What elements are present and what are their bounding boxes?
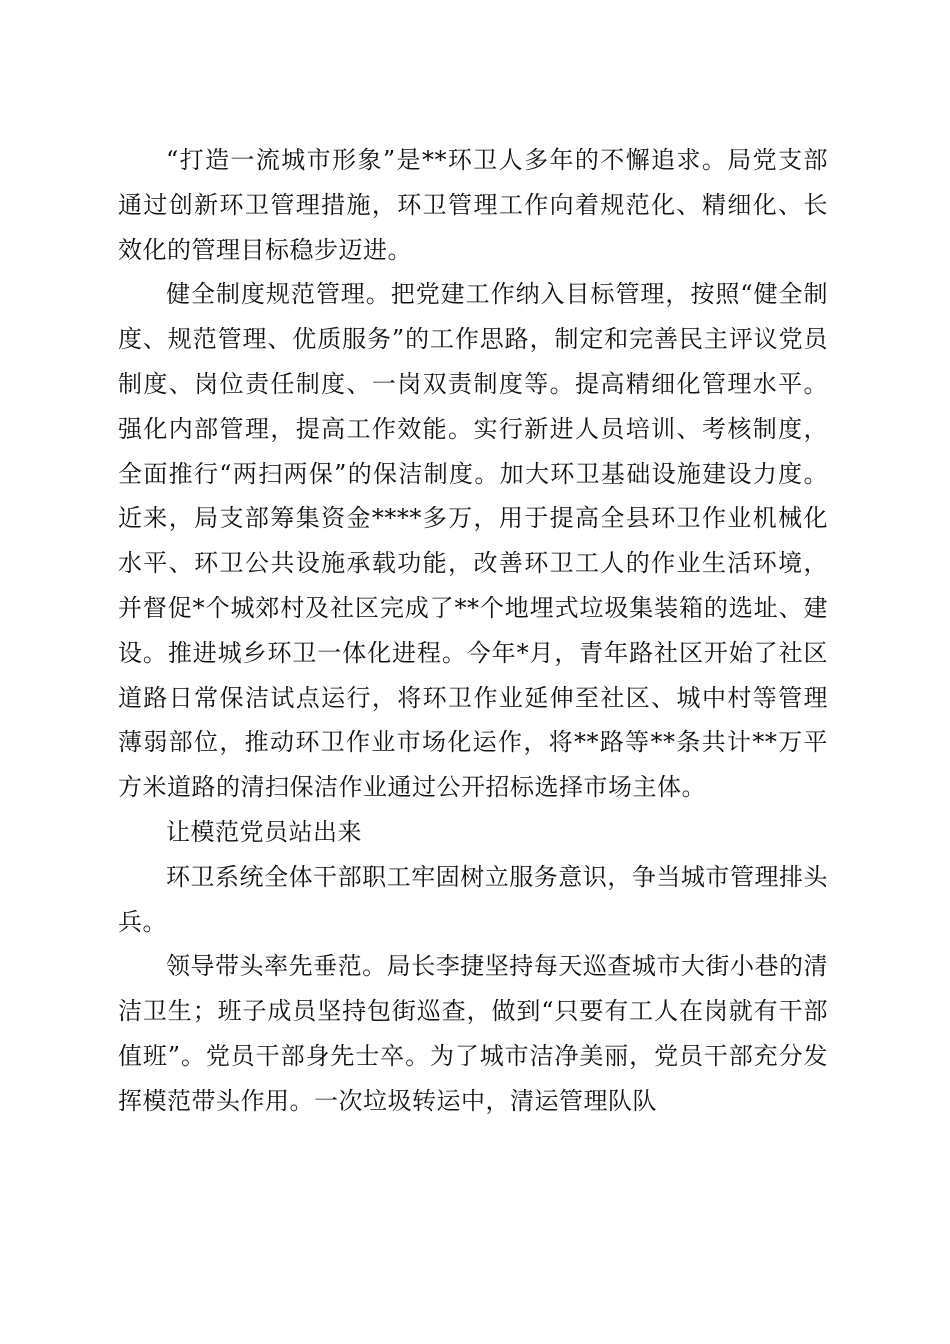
paragraph-system-management: 健全制度规范管理。把党建工作纳入目标管理，按照“健全制度、规范管理、优质服务”的工作思路，制定和完善民主评议党员制度、岗位责任制度、一岗双责制度等。提高精细化管理水平。强化内部管理，提高工作效能。实行新进人员培训、考核制度，全面推行“两扫两保”的保洁制度。加大环卫基础设施建设力度。近来，局支部筹集资金****多万，用于提高全县环卫作业机械化水平、环卫公共设施承载功能，改善环卫工人的作业生活环境，并督促*个城郊村及社区完成了**个地埋式垃圾集装箱的选址、建设。推进城乡环卫一体化进程。今年*月，青年路社区开始了社区道路日常保洁试点运行，将环卫作业延伸至社区、城中村等管理薄弱部位，推动环卫作业市场化运作，将**路等**条共计**万平方米道路的清扫保洁作业通过公开招标选择市场主体。 (118, 280, 828, 802)
paragraph-leadership: 领导带头率先垂范。局长李捷坚持每天巡查城市大街小巷的清洁卫生；班子成员坚持包街巡查，做到“只要有工人在岗就有干部值班”。党员干部身先士卒。为了城市洁净美丽，党员干部充分发挥模范带头作用。一次垃圾转运中，清运管理队队 (118, 952, 828, 1115)
section-heading: 让模范党员站出来 (166, 817, 362, 846)
paragraph-service-awareness: 环卫系统全体干部职工牢固树立服务意识，争当城市管理排头兵。 (118, 862, 828, 936)
paragraph-intro: “打造一流城市形象”是**环卫人多年的不懈追求。局党支部通过创新环卫管理措施，环卫管理工作向着规范化、精细化、长效化的管理目标稳步迈进。 (118, 146, 828, 264)
document-page (118, 138, 828, 1124)
